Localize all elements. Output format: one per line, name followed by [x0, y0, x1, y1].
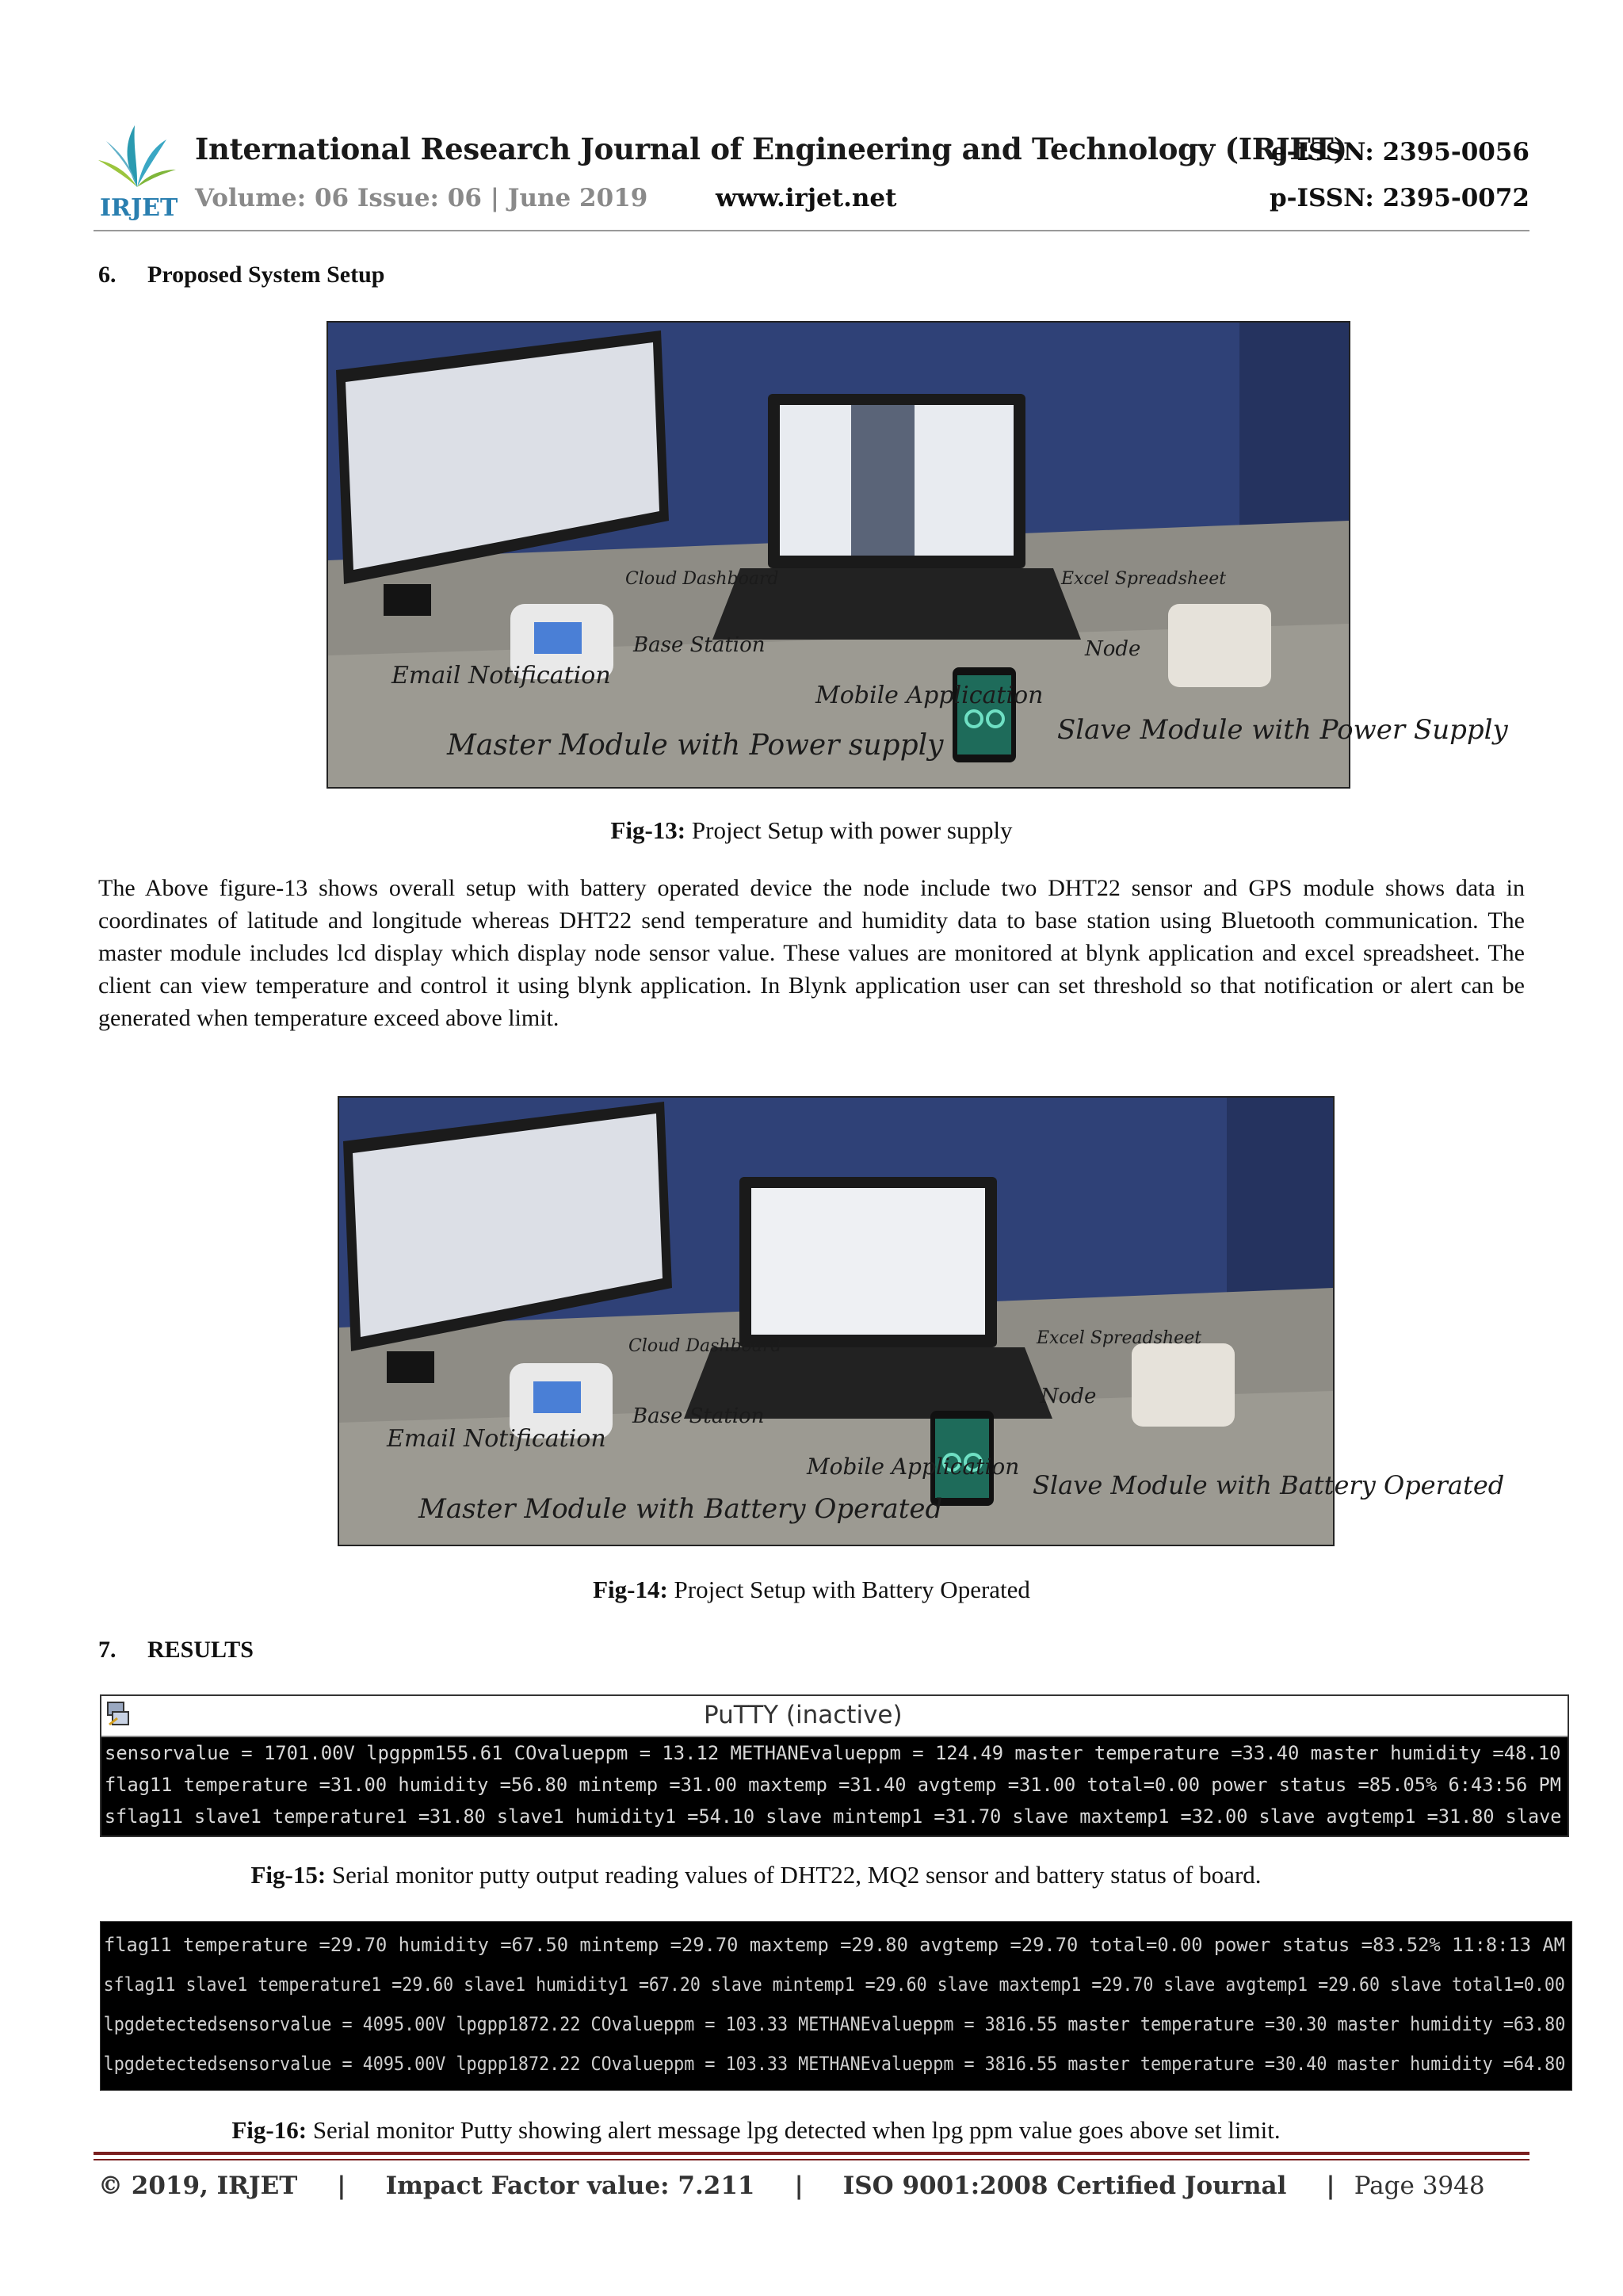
- page-number: Page 3948: [1354, 2172, 1485, 2200]
- section-title: RESULTS: [147, 1637, 254, 1663]
- fig14-caption-text: Project Setup with Battery Operated: [667, 1576, 1030, 1603]
- footer-separator: |: [794, 2172, 804, 2200]
- fig14-caption: [0, 1576, 1623, 1604]
- pissn: p-ISSN: 2395-0072: [1269, 184, 1529, 212]
- journal-website: www.irjet.net: [716, 184, 897, 212]
- footer-copyright: © 2019, IRJET: [98, 2172, 298, 2200]
- svg-text:Excel Spreadsheet: Excel Spreadsheet: [1061, 569, 1227, 589]
- section-title: Proposed System Setup: [147, 262, 385, 288]
- fig13-caption-text: Project Setup with power supply: [685, 816, 1013, 844]
- fig13-caption: [0, 816, 1623, 845]
- fig16-label: Fig-16:: [231, 2116, 307, 2144]
- section-heading-6: [98, 262, 384, 288]
- terminal-line: lpgdetectedsensorvalue = 4095.00V lpgpp1872.22 COvalueppm = 103.33 METHANEvalueppm = 3816.55 master temperature =30.40 master humidity =64.80: [103, 2053, 1566, 2075]
- section-number: 7.: [98, 1637, 116, 1663]
- volume-info: Volume: 06 Issue: 06 | June 2019: [195, 184, 648, 212]
- svg-text:Cloud Dashboard: Cloud Dashboard: [625, 569, 779, 589]
- svg-text:Node: Node: [1041, 1385, 1097, 1408]
- fig16-caption-text: Serial monitor Putty showing alert message lpg detected when lpg ppm value goes above set limit.: [307, 2116, 1281, 2144]
- footer-separator: |: [1326, 2172, 1335, 2200]
- section-number: 6.: [98, 262, 116, 288]
- footer-iso: ISO 9001:2008 Certified Journal: [842, 2172, 1287, 2200]
- svg-text:Mobile Application: Mobile Application: [807, 1454, 1020, 1480]
- page-footer: [98, 2172, 1485, 2200]
- fig15-label: Fig-15:: [250, 1861, 327, 1889]
- putty-titlebar: [101, 1696, 1568, 1737]
- terminal-line: sensorvalue = 1701.00V lpgppm155.61 COvalueppm = 13.12 METHANEvalueppm = 124.49 master temperature =33.40 master humidity =48.10: [104, 1742, 1561, 1764]
- serial-monitor-terminal: [100, 1921, 1572, 2091]
- svg-text:Email Notification: Email Notification: [387, 1425, 606, 1453]
- svg-text:Excel Spreadsheet: Excel Spreadsheet: [1037, 1328, 1202, 1348]
- fig14-label: Fig-14:: [593, 1576, 668, 1603]
- terminal-line: flag11 temperature =31.00 humidity =56.80 mintemp =31.00 maxtemp =31.40 avgtemp =31.00 total=0.00 power status =85.05% 6:43:56 PM: [104, 1774, 1561, 1796]
- fig16-caption: [0, 2116, 1568, 2145]
- fig14-photo: [338, 1096, 1505, 1546]
- svg-text:IRJET: IRJET: [100, 194, 178, 222]
- fig15-caption: [0, 1861, 1568, 1889]
- body-paragraph: The Above figure-13 shows overall setup with battery operated device the node include two DHT22 sensor and GPS module shows data in coordinates of latitude and longitude whereas DHT22 send temperature and humidity data to base station using Bluetooth communication. The master module includes lcd display which display node sensor value. These values are monitored at blynk application and excel spreadsheet. The client can view temperature and control it using blynk application. In Blynk application user can set threshold so that notification or alert can be generated when temperature exceed above limit.: [98, 875, 1525, 1031]
- setup-photo-battery: [339, 1098, 1505, 1545]
- putty-window: [100, 1694, 1569, 1837]
- section-heading-7: [98, 1637, 254, 1664]
- putty-window-title: PuTTY (inactive): [704, 1701, 903, 1729]
- setup-photo-power-supply: [328, 323, 1508, 787]
- journal-title: International Research Journal of Engineering and Technology (IRJET): [195, 132, 1347, 166]
- svg-text:Base Station: Base Station: [633, 633, 766, 657]
- svg-text:Master Module with Battery Ope: Master Module with Battery Operated: [418, 1493, 943, 1525]
- fig15-caption-text: Serial monitor putty output reading values of DHT22, MQ2 sensor and battery status of board.: [326, 1861, 1262, 1889]
- svg-text:Base Station: Base Station: [632, 1404, 765, 1428]
- footer-divider: [94, 2152, 1529, 2155]
- svg-text:Email Notification: Email Notification: [391, 662, 611, 690]
- eissn: e-ISSN: 2395-0056: [1270, 138, 1529, 166]
- footer-separator: |: [337, 2172, 346, 2200]
- terminal-line: sflag11 slave1 temperature1 =29.60 slave1 humidity1 =67.20 slave mintemp1 =29.60 slave maxtemp1 =29.70 slave avgtemp1 =29.60 slave total1=0.00: [103, 1973, 1565, 1996]
- svg-text:Mobile Application: Mobile Application: [815, 682, 1044, 709]
- fig13-label: Fig-13:: [610, 816, 686, 844]
- footer-impact-factor: Impact Factor value: 7.211: [385, 2172, 755, 2200]
- terminal-line: sflag11 slave1 temperature1 =31.80 slave1 humidity1 =54.10 slave mintemp1 =31.70 slave maxtemp1 =32.00 slave avgtemp1 =31.80 slave: [104, 1805, 1562, 1828]
- irjet-logo: [94, 117, 181, 220]
- svg-text:Cloud Dashboard: Cloud Dashboard: [628, 1336, 782, 1356]
- terminal-line: flag11 temperature =29.70 humidity =67.50 mintemp =29.70 maxtemp =29.80 avgtemp =29.70 total=0.00 power status =83.52% 11:8:13 AM: [103, 1934, 1565, 1956]
- fig13-photo: [327, 321, 1508, 789]
- svg-text:Node: Node: [1085, 637, 1141, 661]
- terminal-line: lpgdetectedsensorvalue = 4095.00V lpgpp1872.22 COvalueppm = 103.33 METHANEvalueppm = 3816.55 master temperature =30.30 master humidity =63.80: [103, 2013, 1566, 2035]
- svg-text:Slave Module with Battery Oper: Slave Module with Battery Operated: [1033, 1470, 1505, 1500]
- footer-divider-thin: [94, 2159, 1529, 2160]
- svg-text:Master Module with Power suppl: Master Module with Power supply: [447, 729, 944, 762]
- header-divider: [94, 230, 1529, 231]
- page-header: [94, 111, 1529, 238]
- svg-text:Slave Module with Power Supply: Slave Module with Power Supply: [1057, 714, 1508, 746]
